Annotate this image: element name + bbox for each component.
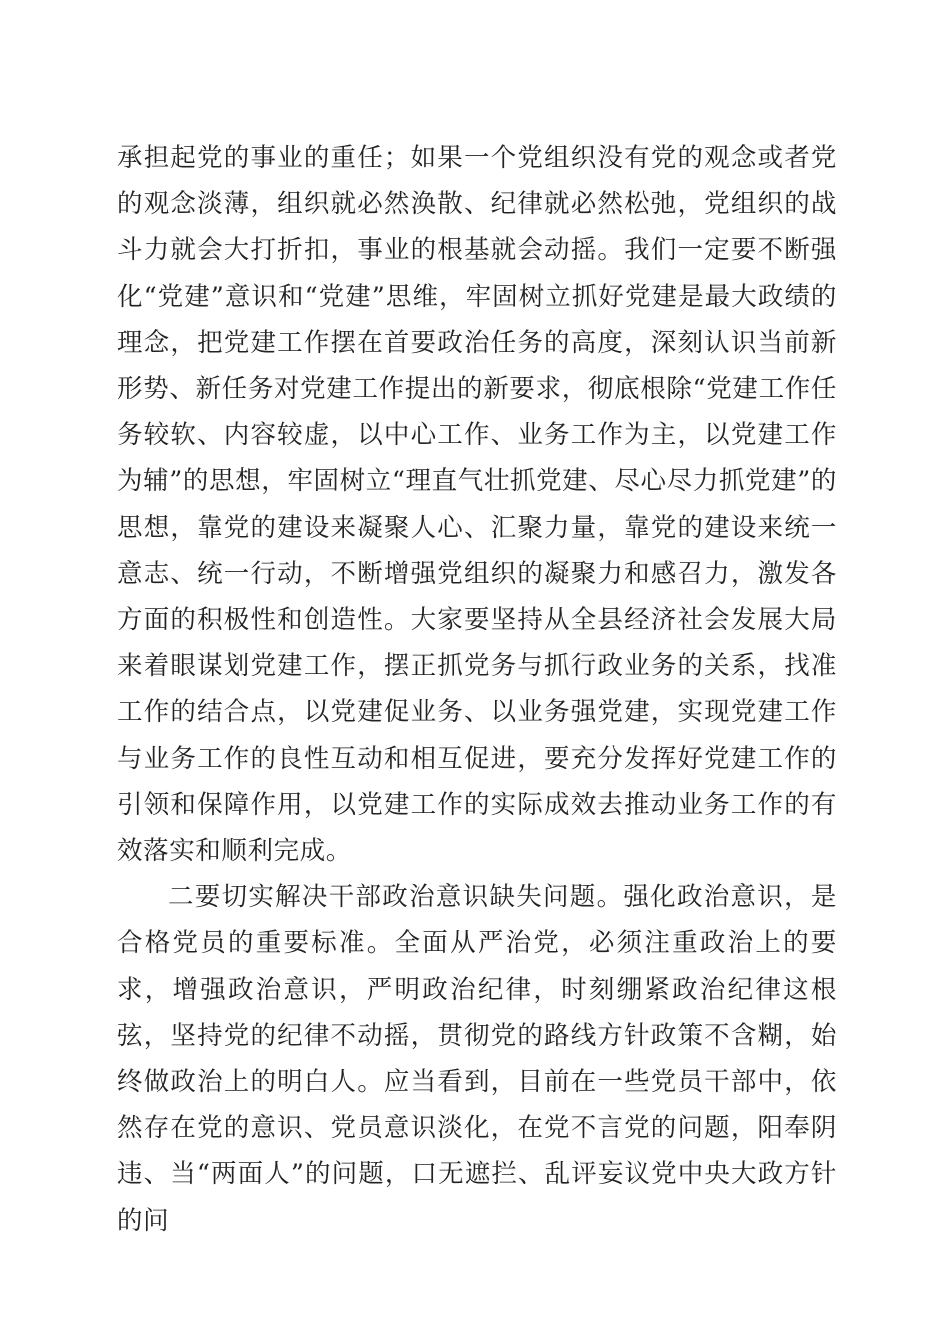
paragraph-political-awareness: 二要切实解决干部政治意识缺失问题。强化政治意识，是合格党员的重要标准。全面从严治党，必须注重政治上的要求，增强政治意识，严明政治纪律，时刻绷紧政治纪律这根弦，坚持党的纪律不动摇，贯彻党的路线方针政策不含糊，始终做政治上的明白人。应当看到，目前在一些党员干部中，依然存在党的意识、党员意识淡化，在党不言党的问题，阳奉阴违、当“两面人”的问题，口无遮拦、乱评妄议党中央大政方针的问 — [117, 882, 837, 1236]
document-body — [117, 135, 837, 1244]
paragraph-continuation: 承担起党的事业的重任；如果一个党组织没有党的观念或者党的观念淡薄，组织就必然涣散、纪律就必然松弛，党组织的战斗力就会大打折扣，事业的根基就会动摇。我们一定要不断强化“党建”意识和“党建”思维，牢固树立抓好党建是最大政绩的理念，把党建工作摆在首要政治任务的高度，深刻认识当前新形势、新任务对党建工作提出的新要求，彻底根除“党建工作任务较软、内容较虚，以中心工作、业务工作为主，以党建工作为辅”的思想，牢固树立“理直气壮抓党建、尽心尽力抓党建”的思想，靠党的建设来凝聚人心、汇聚力量，靠党的建设来统一意志、统一行动，不断增强党组织的凝聚力和感召力，激发各方面的积极性和创造性。大家要坚持从全县经济社会发展大局来着眼谋划党建工作，摆正抓党务与抓行政业务的关系，找准工作的结合点，以党建促业务、以业务强党建，实现党建工作与业务工作的良性互动和相互促进，要充分发挥好党建工作的引领和保障作用，以党建工作的实际成效去推动业务工作的有效落实和顺利完成。 — [117, 143, 837, 867]
